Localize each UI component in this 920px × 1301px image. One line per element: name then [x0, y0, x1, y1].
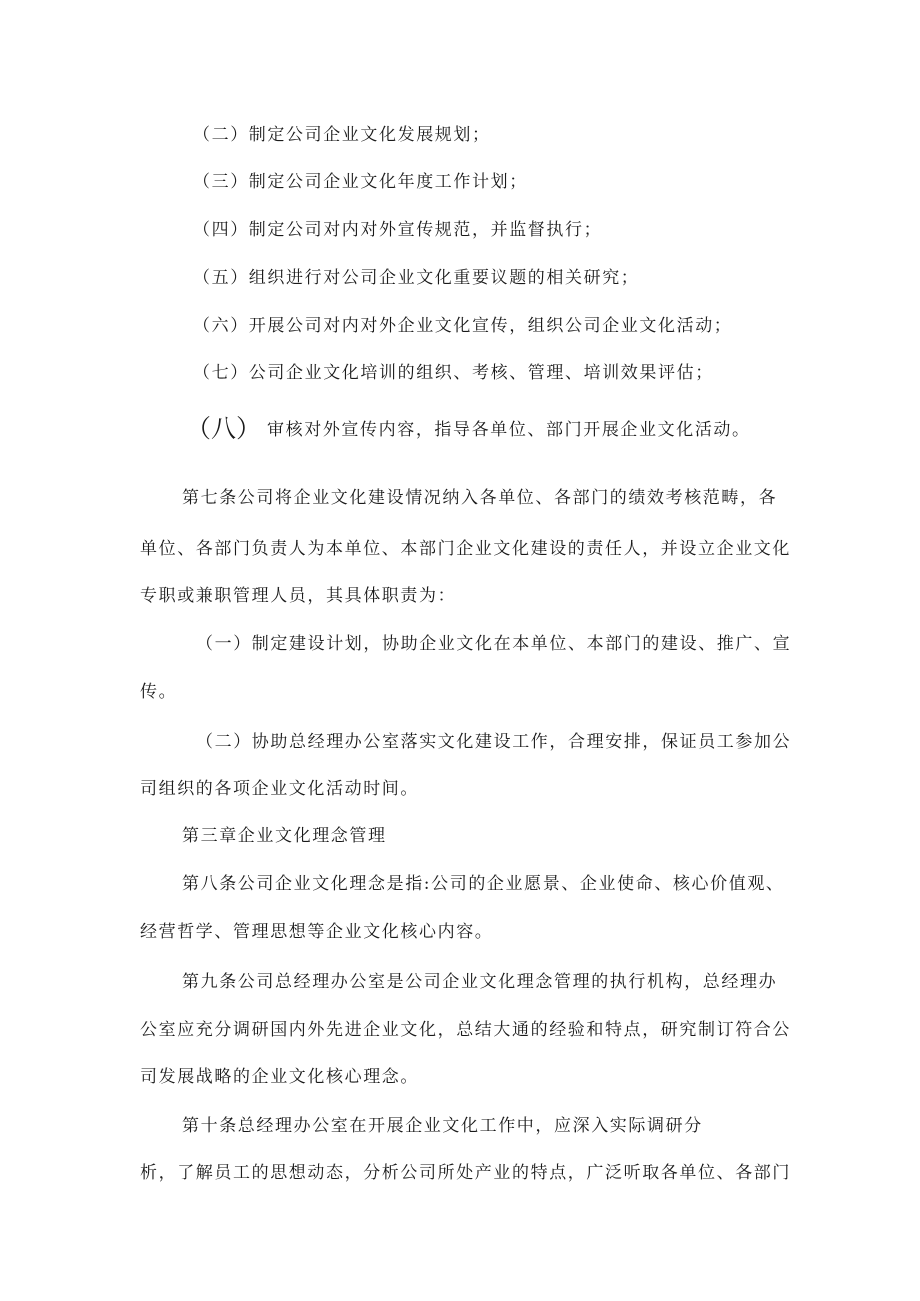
list-item-2: （二）制定公司企业文化发展规划；: [193, 125, 491, 145]
article-9-line-2: 公室应充分调研国内外先进企业文化，总结大通的经验和特点，研究制订符合公: [140, 1020, 791, 1040]
list-item-8: [186, 414, 751, 443]
list-item-3: （三）制定公司企业文化年度工作计划；: [193, 172, 528, 192]
list-item-7: （七）公司企业文化培训的组织、考核、管理、培训效果评估；: [193, 363, 714, 383]
article-7-line-3: 专职或兼职管理人员，其具体职责为：: [140, 586, 457, 606]
article-8-line-1: 第八条公司企业文化理念是指:公司的企业愿景、企业使命、核心价值观、: [182, 874, 785, 894]
duty-2-line-1: （二）协助总经理办公室落实文化建设工作，合理安排，保证员工参加公: [196, 732, 792, 752]
article-9-line-1: 第九条公司总经理办公室是公司企业文化理念管理的执行机构，总经理办: [182, 972, 778, 992]
list-item-6: （六）开展公司对内对外企业文化宣传，组织公司企业文化活动；: [193, 316, 733, 336]
duty-1-line-2: 传。: [140, 682, 178, 702]
article-7-line-1: 第七条公司将企业文化建设情况纳入各单位、各部门的绩效考核范畴，各: [182, 488, 778, 508]
list-item-4: （四）制定公司对内对外宣传规范，并监督执行；: [193, 220, 603, 240]
list-item-8-marker: （八）: [186, 414, 262, 443]
article-9-line-3: 司发展战略的企业文化核心理念。: [140, 1067, 419, 1087]
duty-1-line-1: （一）制定建设计划，协助企业文化在本单位、本部门的建设、推广、宣: [196, 634, 792, 654]
article-10-line-2: 析，了解员工的思想动态，分析公司所处产业的特点，广泛听取各单位、各部门: [140, 1163, 791, 1183]
duty-2-line-2: 司组织的各项企业文化活动时间。: [140, 779, 419, 799]
article-10-line-1: 第十条总经理办公室在开展企业文化工作中，应深入实际调研分: [182, 1116, 703, 1136]
article-8-line-2: 经营哲学、管理思想等企业文化核心内容。: [140, 922, 494, 942]
chapter-3-heading: 第三章企业文化理念管理: [182, 826, 387, 846]
article-7-line-2: 单位、各部门负责人为本单位、本部门企业文化建设的责任人，并设立企业文化: [140, 539, 791, 559]
list-item-8-text: 审核对外宣传内容，指导各单位、部门开展企业文化活动。: [267, 420, 751, 440]
list-item-5: （五）组织进行对公司企业文化重要议题的相关研究；: [193, 268, 640, 288]
